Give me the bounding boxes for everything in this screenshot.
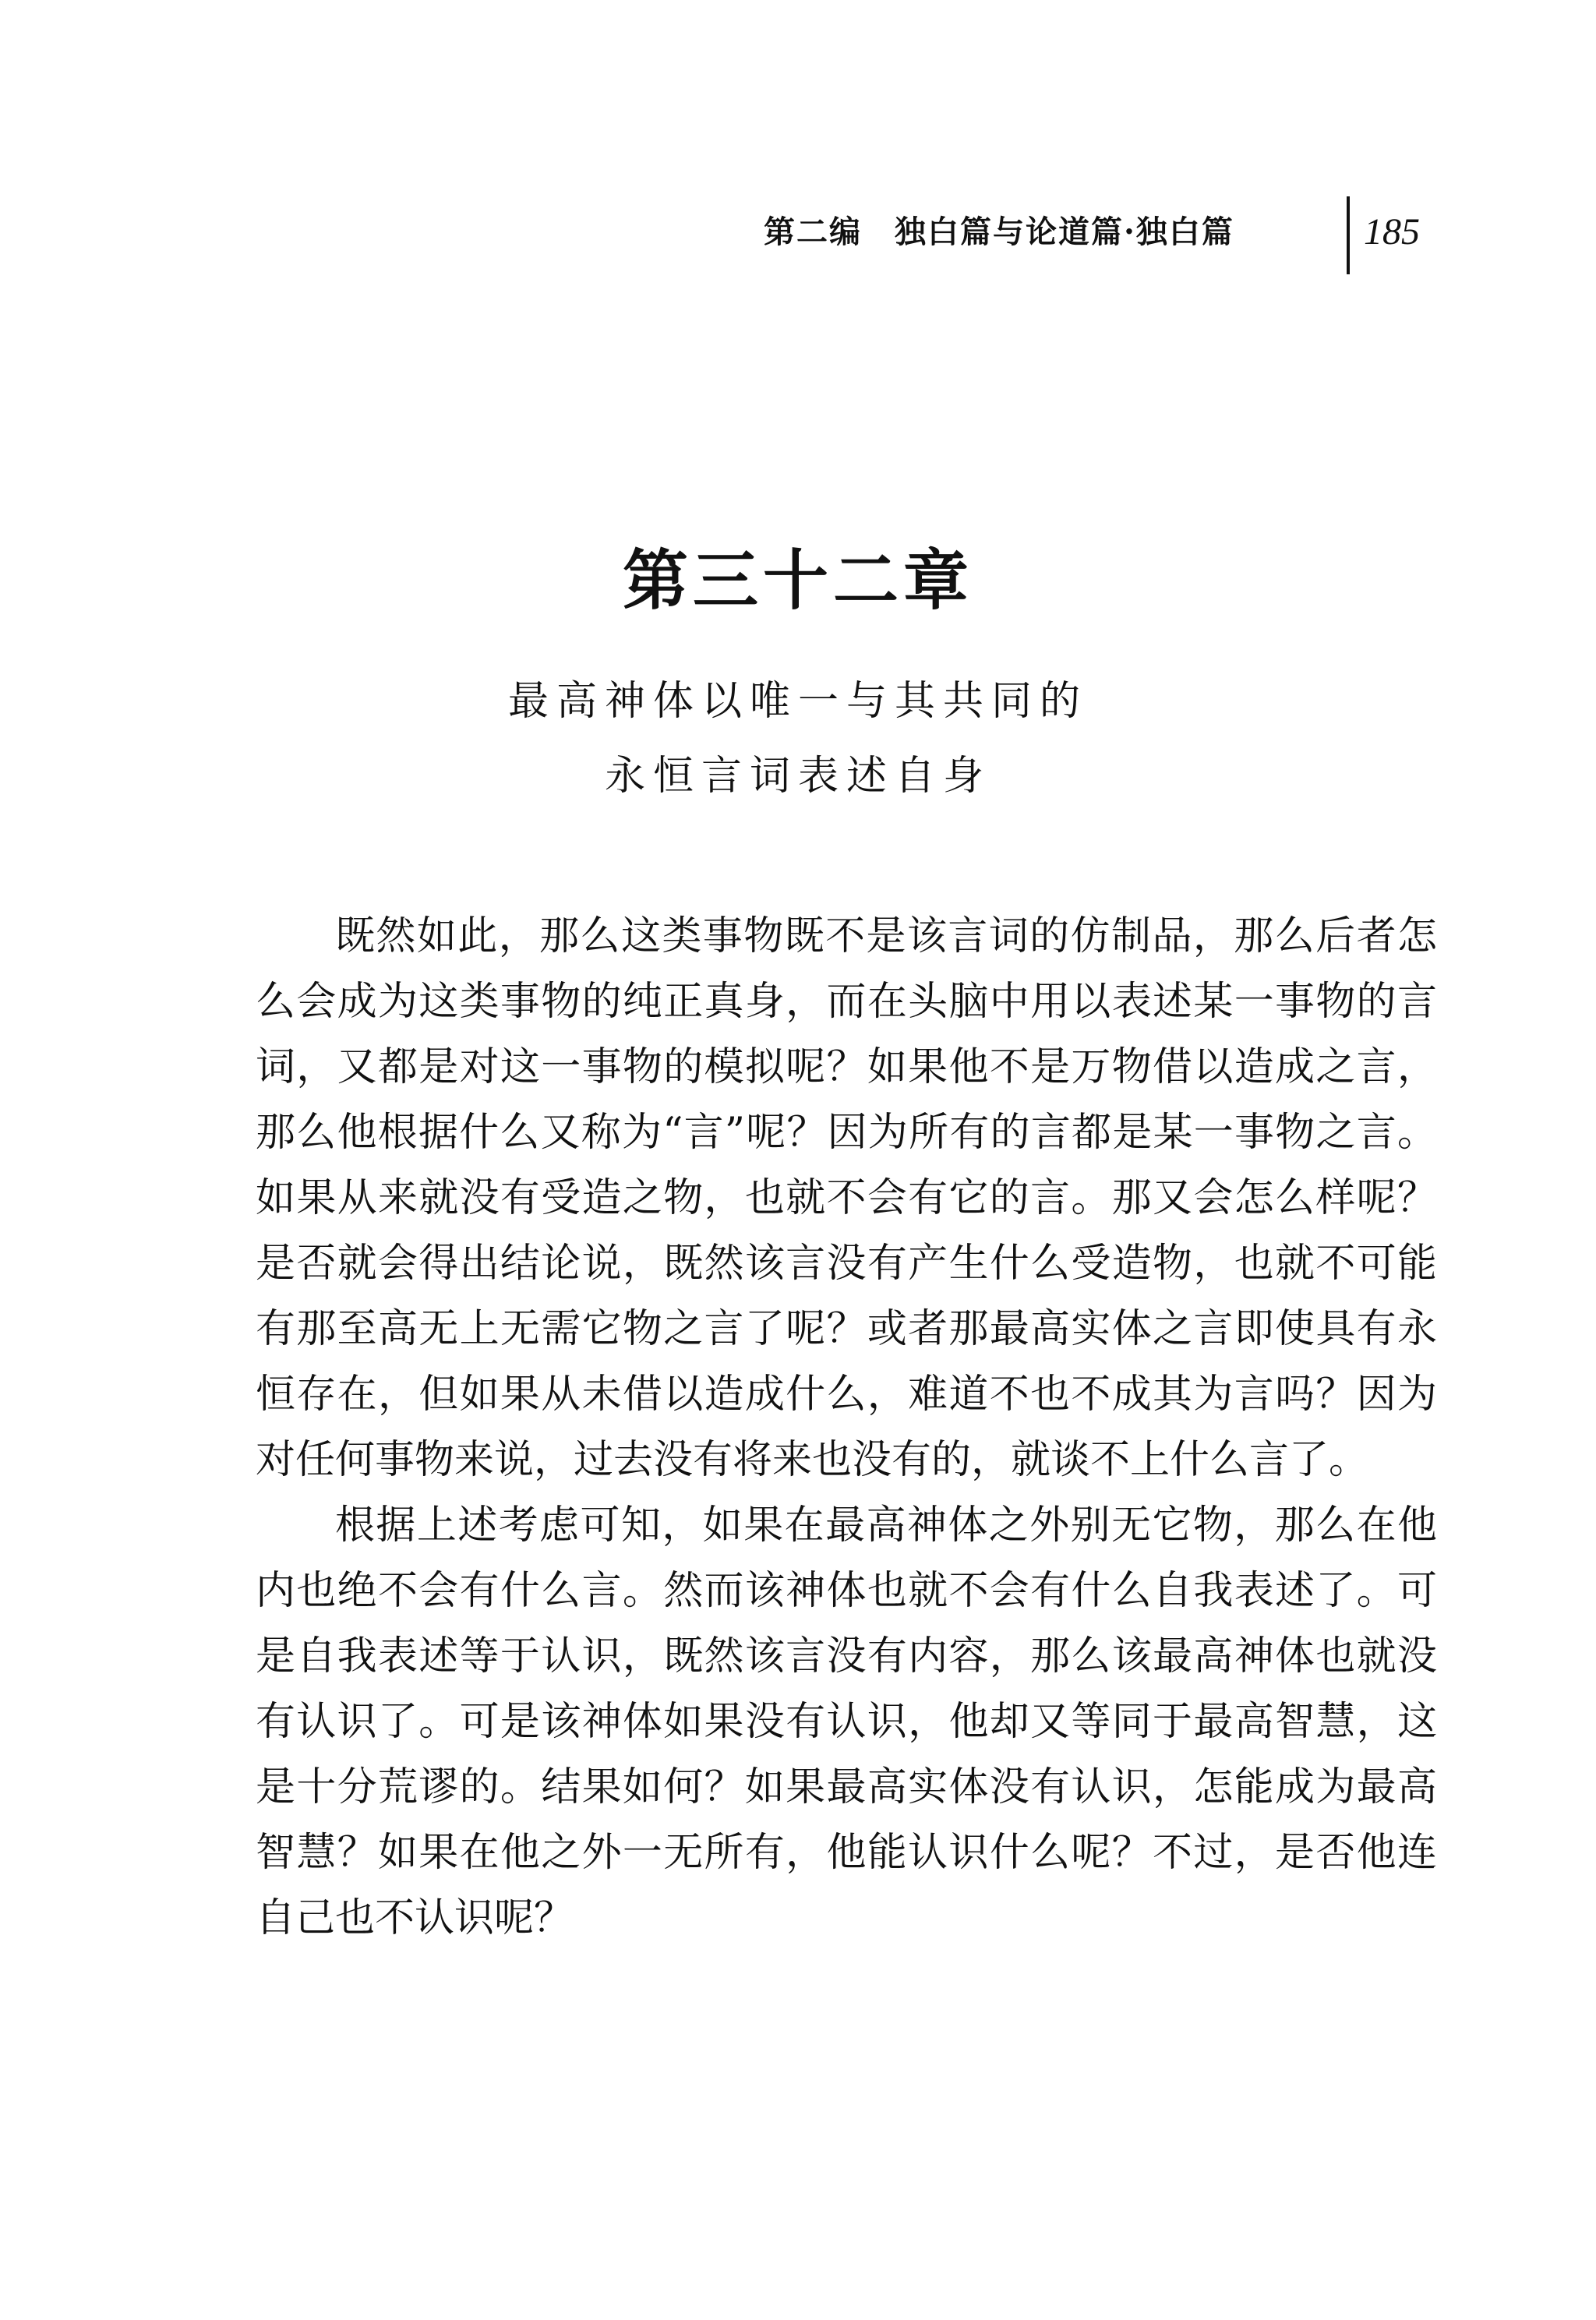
chapter-subtitle-line-1: 最高神体以唯一与其共同的 (507, 678, 1088, 725)
paragraph: 根据上述考虑可知，如果在最高神体之外别无它物，那么在他内也绝不会有什么言。然而该神体也就不会有什么自我表述了。可是自我表述等于认识，既然该言没有内容，那么该最高神体也就没有认识了。可是该神体如果没有认识，他却又等同于最高智慧，这是十分荒谬的。结果如何？如果最高实体没有认识，怎能成为最高智慧？如果在他之外一无所有，他能认识什么呢？不过，是否他连自己也不认识呢？ (256, 1503, 1437, 1941)
chapter-subtitle-line-2: 永恒言词表述自身 (604, 753, 991, 800)
paragraph: 既然如此，那么这类事物既不是该言词的仿制品，那么后者怎么会成为这类事物的纯正真身，而在头脑中用以表述某一事物的言词，又都是对这一事物的模拟呢？如果他不是万物借以造成之言，那么他根据什么又称为“言”呢？因为所有的言都是某一事物之言。如果从来就没有受造之物，也就不会有它的言。那又会怎么样呢？是否就会得出结论说，既然该言没有产生什么受造物，也就不可能有那至高无上无需它物之言了呢？或者那最高实体之言即使具有永恒存在，但如果从未借以造成什么，难道不也不成其为言吗？因为对任何事物来说，过去没有将来也没有的，就谈不上什么言了。 (256, 913, 1437, 1483)
body-text (256, 904, 1437, 1951)
page-number: 185 (1364, 211, 1420, 252)
running-header: 第二编 独白篇与论道篇·独白篇 (764, 214, 1234, 250)
header-divider (1347, 196, 1350, 274)
chapter-title: 第三十二章 (622, 542, 973, 619)
